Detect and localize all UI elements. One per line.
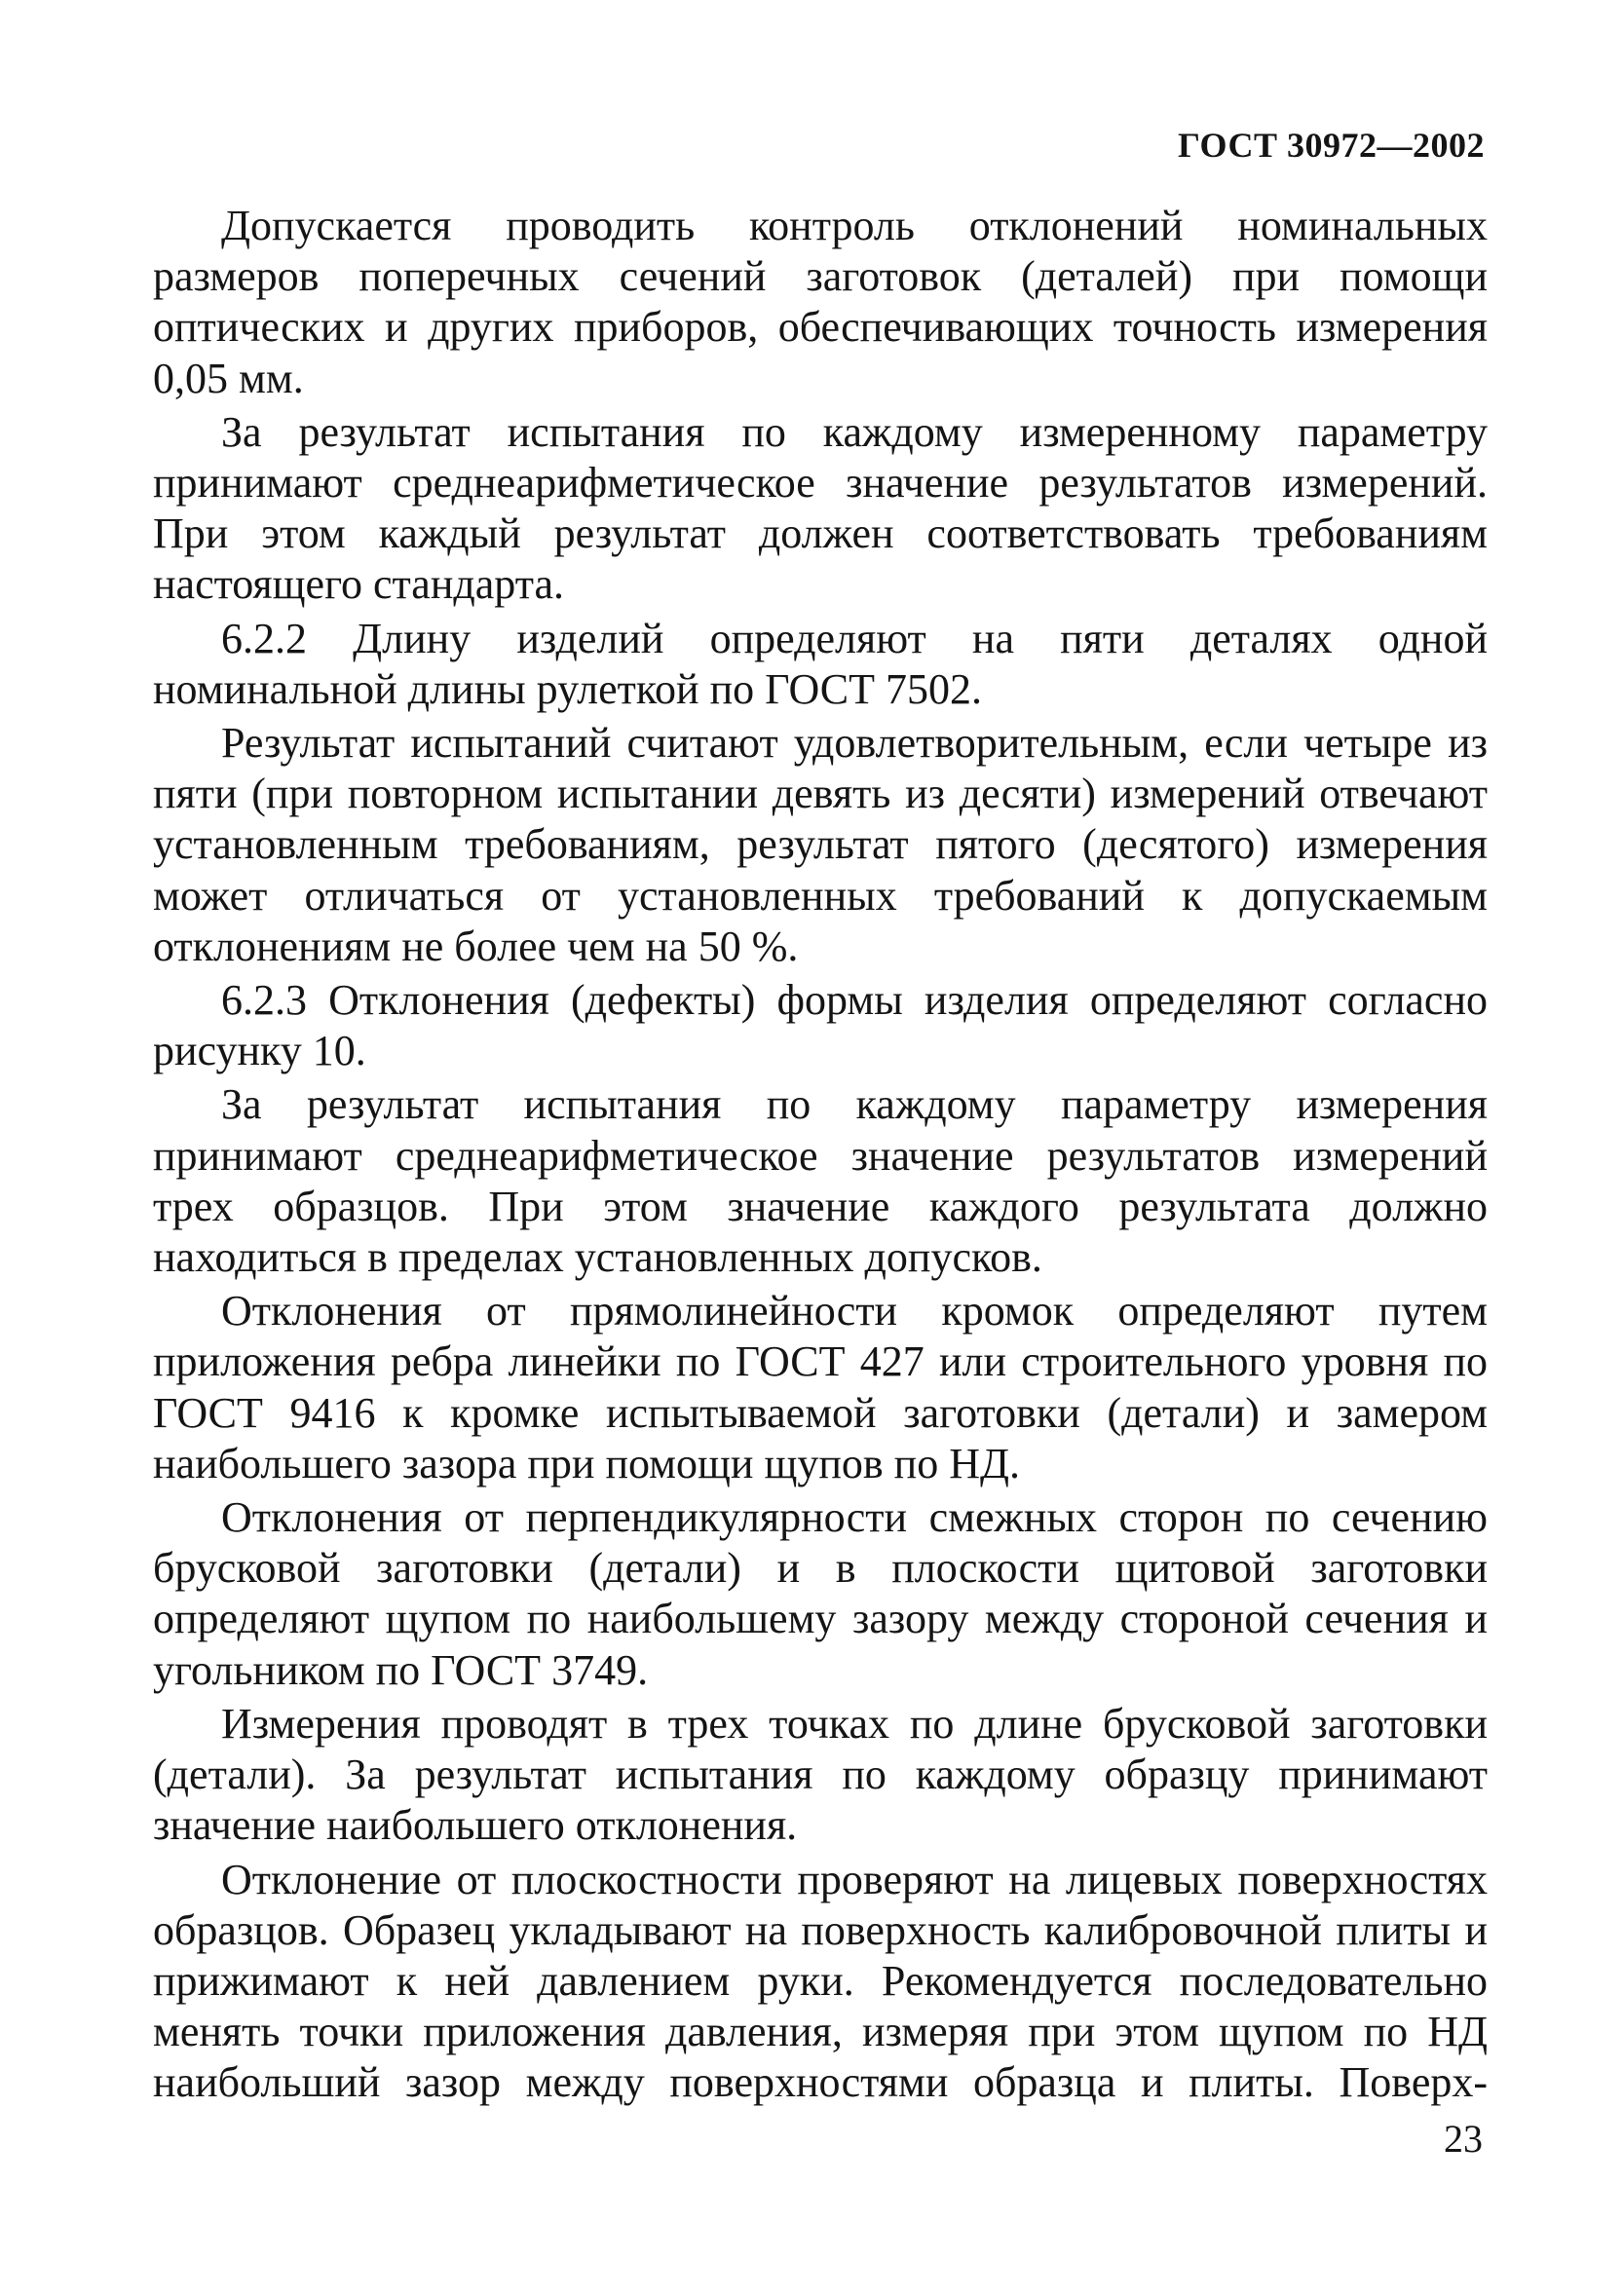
paragraph-result-mean: За результат испытания по каждому измеренному параметру принимают среднеарифметическое значение результатов измерений. При этом каждый результат должен соответствовать требованиям настоящего стандарта. (153, 407, 1488, 609)
paragraph-straightness: Отклонения от прямолинейности кромок определяют путем приложения ребра линейки по ГОСТ 427 или строительного уровня по ГОСТ 9416 к кромке испытываемой заготовки (детали) и замером наибольшего зазора при помощи щупов по НД. (153, 1287, 1488, 1487)
paragraph-length-result: Результат испытаний считают удовлетворительным, если четыре из пяти (при повторном испытании девять из десяти) измерений отвечают установленным требованиям, результат пятого (десятого) измерения может отличаться от установленных требований к допускаемым отклонениям не более чем на 50 %. (153, 719, 1488, 970)
paragraph-perpendicularity: Отклонения от перпендикулярности смежных сторон по сечению брусковой заготовки (детали) и в плоскости щитовой заготовки определяют щупом по наибольшему зазору между стороной сечения и угольником по ГОСТ 3749. (153, 1493, 1488, 1694)
paragraph-6-2-3-shape: 6.2.3 Отклонения (дефекты) формы изделия определяют согласно рисунку 10. (153, 976, 1488, 1075)
paragraph-measurement-points: Измерения проводят в трех точках по длине брусковой заготовки (детали). За результат испытания по каждому образцу принимают значение наибольшего отклонения. (153, 1699, 1488, 1850)
document-body (153, 201, 1488, 2112)
document-header: ГОСТ 30972—2002 (1178, 126, 1485, 165)
paragraph-optical-control: Допускается проводить контроль отклонений номинальных размеров поперечных сечений заготовок (деталей) при помощи оптических и других приборов, обеспечивающих точность измерения 0,05 мм. (153, 202, 1488, 402)
paragraph-flatness: Отклонение от плоскостности проверяют на лицевых поверхностях образцов. Образец укладывают на поверхность калибровочной плиты и прижимают к ней давлением руки. Рекомендуется последовательно менять точки приложения давления, измеряя при этом щупом по НД наибольший зазор между поверхностями образца и плиты. Поверх- (153, 1855, 1488, 2107)
paragraph-shape-result: За результат испытания по каждому параметру измерения принимают среднеарифметическое значение результатов измерений трех образцов. При этом значение каждого результата должно находиться в пределах установленных допусков. (153, 1080, 1488, 1282)
page-number: 23 (1444, 2117, 1483, 2161)
paragraph-6-2-2-length: 6.2.2 Длину изделий определяют на пяти деталях одной номинальной длины рулеткой по ГОСТ 7502. (153, 614, 1488, 713)
